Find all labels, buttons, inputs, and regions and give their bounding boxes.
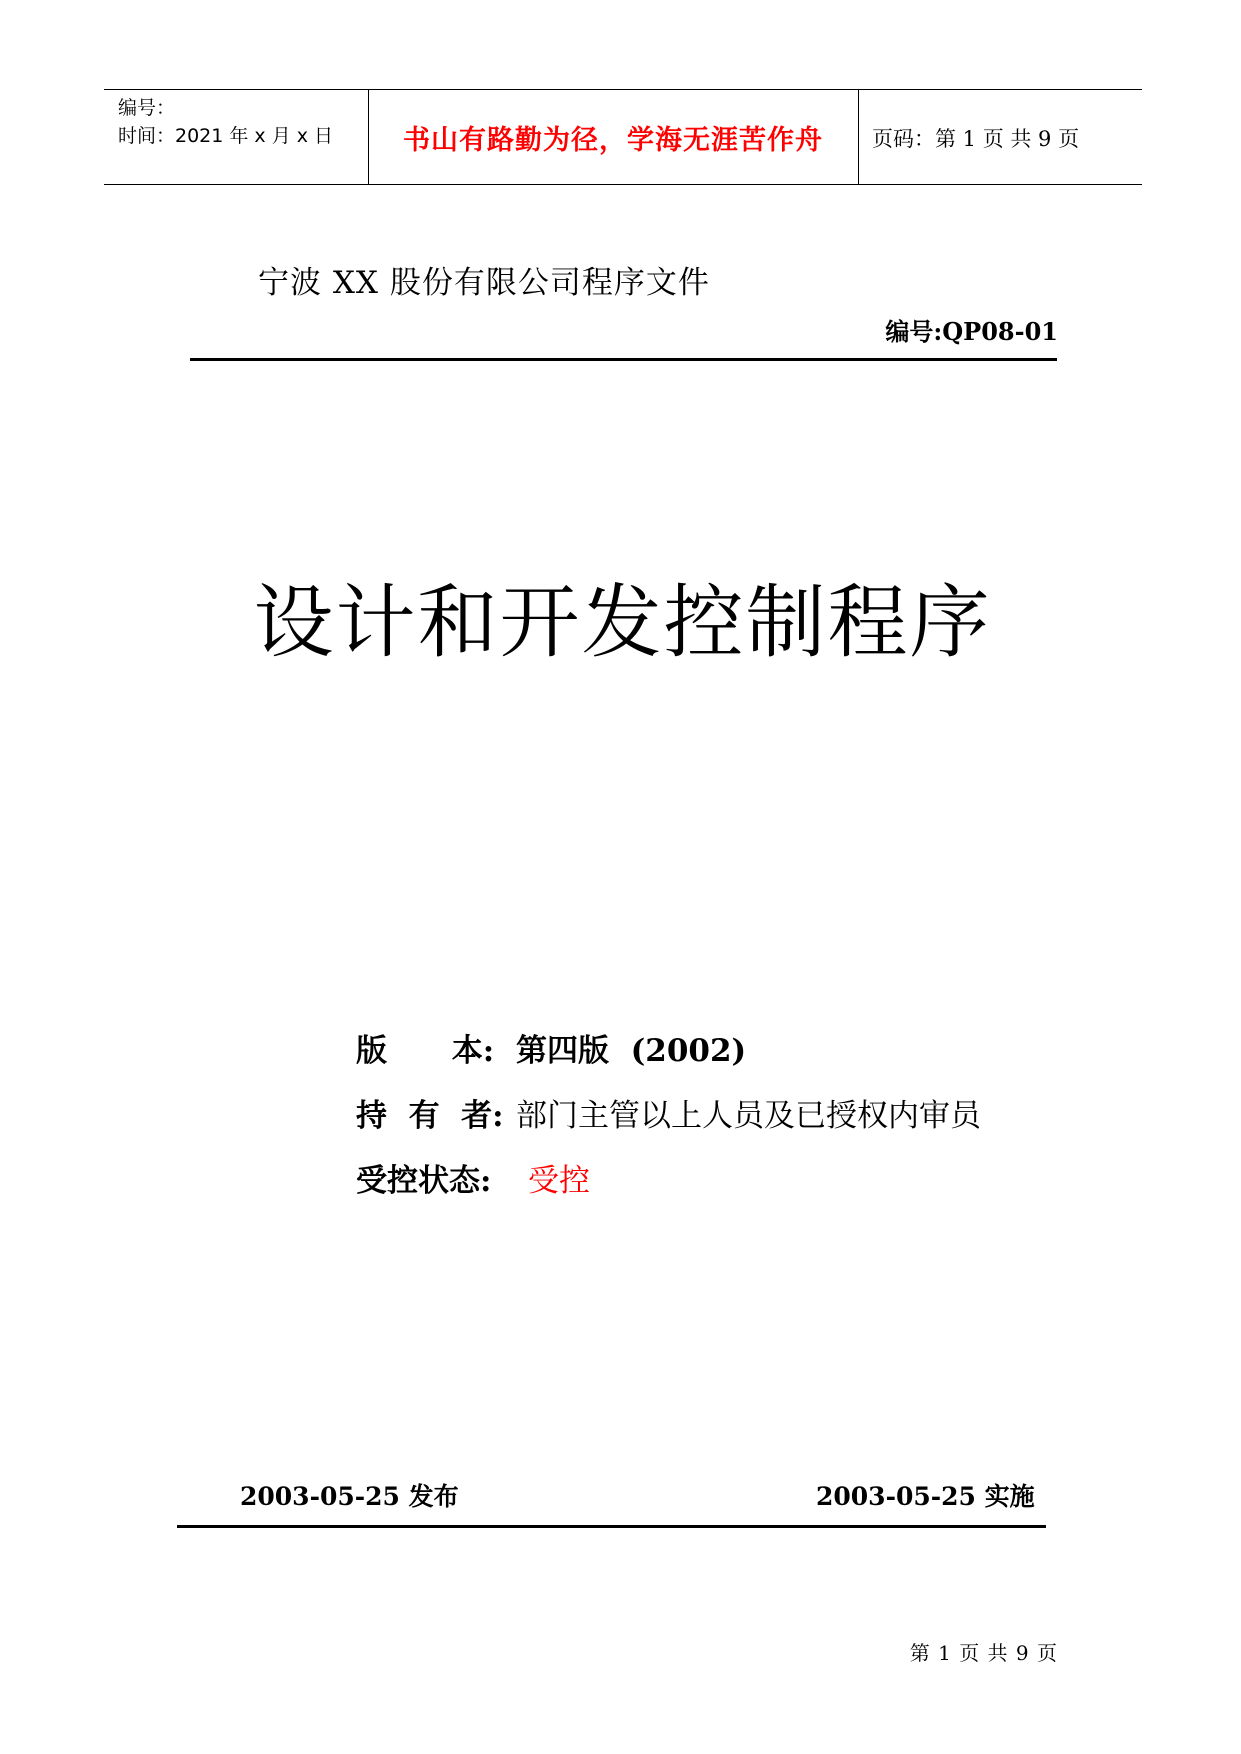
header-divider — [858, 90, 859, 184]
status-label: 受控状态: — [356, 1163, 492, 1199]
holder-value: 部门主管以上人员及已授权内审员 — [516, 1098, 981, 1134]
bottom-rule — [177, 1525, 1046, 1528]
publish-date: 2003-05-25 发布 — [240, 1482, 459, 1511]
status-row — [356, 1155, 981, 1220]
header-page-info: 页码：第 1 页 共 9 页 — [872, 127, 1080, 151]
version-value: 第四版 (2002) — [516, 1033, 747, 1069]
version-row — [356, 1025, 981, 1090]
header-number-label: 编号： — [118, 97, 176, 119]
implement-date: 2003-05-25 实施 — [816, 1482, 1035, 1511]
holder-row — [356, 1090, 981, 1155]
holder-label: 持 有 者: — [356, 1098, 504, 1134]
company-title: 宁波 XX 股份有限公司程序文件 — [258, 265, 710, 301]
top-rule — [190, 358, 1057, 361]
document-header-table — [104, 89, 1142, 185]
version-label: 版 本: — [356, 1033, 495, 1069]
header-meta — [118, 94, 333, 150]
header-time-label: 时间：2021 年 x 月 x 日 — [118, 125, 334, 147]
document-number: 编号:QP08-01 — [885, 317, 1058, 346]
footer-page-number: 第 1 页 共 9 页 — [909, 1641, 1058, 1665]
status-value: 受控 — [528, 1163, 590, 1199]
header-motto: 书山有路勤为径，学海无涯苦作舟 — [403, 125, 823, 156]
document-title: 设计和开发控制程序 — [253, 576, 992, 669]
document-meta — [356, 1025, 981, 1220]
